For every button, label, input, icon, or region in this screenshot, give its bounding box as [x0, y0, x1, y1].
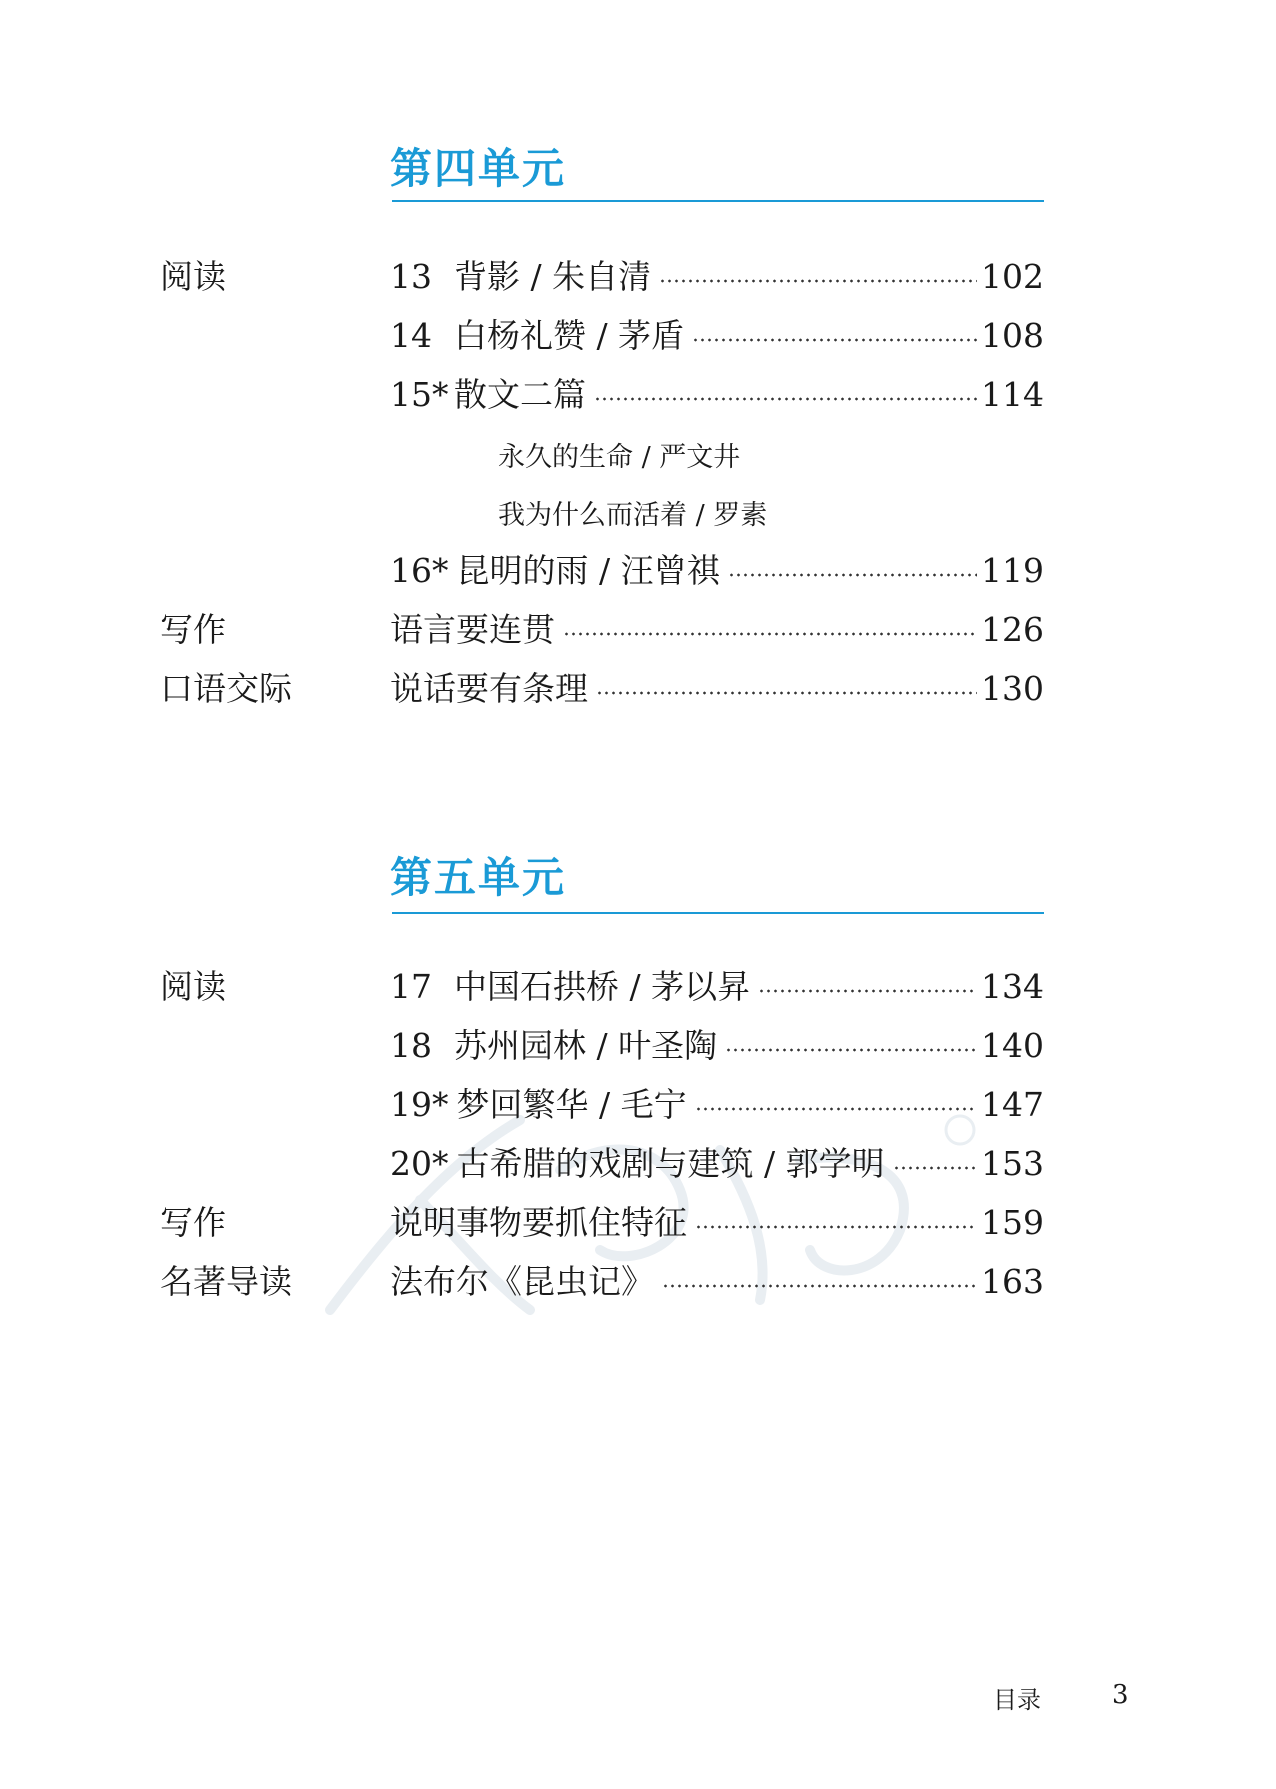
lesson-title: 梦回繁华 / 毛宁 [456, 1085, 687, 1124]
footer-page-number: 3 [1112, 1680, 1129, 1710]
unit-divider [392, 912, 1044, 914]
page-number: 119 [981, 551, 1044, 590]
page-number: 102 [981, 257, 1044, 296]
lesson-title: 苏州园林 / 叶圣陶 [454, 1026, 718, 1065]
toc-row[interactable] [0, 254, 1276, 300]
unit-title: 第四单元 [390, 144, 567, 193]
lesson-title: 说明事物要抓住特征 [390, 1203, 687, 1242]
toc-row[interactable] [0, 607, 1276, 653]
page-number: 130 [981, 669, 1044, 708]
toc-row[interactable] [0, 964, 1276, 1010]
toc-subitem[interactable]: 我为什么而活着 / 罗素 [498, 500, 768, 531]
page-number: 134 [981, 967, 1044, 1006]
page-number: 163 [981, 1262, 1044, 1301]
toc-category: 写作 [160, 1203, 226, 1242]
toc-category: 名著导读 [160, 1262, 292, 1301]
page-number: 153 [981, 1144, 1044, 1183]
toc-row[interactable] [0, 1082, 1276, 1128]
toc-row[interactable] [0, 548, 1276, 594]
lesson-title: 散文二篇 [454, 375, 586, 414]
lesson-number: 19* [390, 1085, 449, 1124]
unit-title: 第五单元 [390, 853, 567, 902]
dot-leader [893, 1164, 977, 1172]
dot-leader [659, 277, 977, 285]
toc-category: 阅读 [160, 967, 226, 1006]
dot-leader [758, 987, 977, 995]
lesson-number: 20* [390, 1144, 449, 1183]
page-number: 147 [981, 1085, 1044, 1124]
page-number: 114 [981, 375, 1044, 414]
unit-divider [392, 200, 1044, 202]
toc-category: 阅读 [160, 257, 226, 296]
lesson-number: 13 [390, 257, 432, 296]
lesson-title: 昆明的雨 / 汪曾祺 [456, 551, 720, 590]
lesson-number: 18 [390, 1026, 432, 1065]
lesson-number: 14 [390, 316, 432, 355]
page-number: 126 [981, 610, 1044, 649]
toc-row[interactable] [0, 1259, 1276, 1305]
dot-leader [728, 571, 977, 579]
page-number: 108 [981, 316, 1044, 355]
lesson-title: 中国石拱桥 / 茅以昇 [454, 967, 751, 1006]
toc-category: 口语交际 [160, 669, 292, 708]
toc-row[interactable] [0, 372, 1276, 418]
dot-leader [695, 1223, 977, 1231]
lesson-title: 说话要有条理 [390, 669, 588, 708]
dot-leader [662, 1282, 977, 1290]
toc-row[interactable] [0, 1141, 1276, 1187]
toc-row[interactable] [0, 666, 1276, 712]
toc-row[interactable] [0, 1200, 1276, 1246]
page-number: 140 [981, 1026, 1044, 1065]
dot-leader [725, 1046, 977, 1054]
dot-leader [594, 395, 977, 403]
lesson-title: 白杨礼赞 / 茅盾 [454, 316, 685, 355]
footer-section-label: 目录 [993, 1686, 1041, 1714]
dot-leader [563, 630, 977, 638]
lesson-title: 法布尔《昆虫记》 [390, 1262, 654, 1301]
lesson-title: 语言要连贯 [390, 610, 555, 649]
dot-leader [695, 1105, 977, 1113]
lesson-number: 16* [390, 551, 449, 590]
toc-row[interactable] [0, 313, 1276, 359]
toc-row[interactable] [0, 1023, 1276, 1069]
lesson-title: 古希腊的戏剧与建筑 / 郭学明 [456, 1144, 885, 1183]
lesson-title: 背影 / 朱自清 [454, 257, 652, 296]
dot-leader [692, 336, 977, 344]
lesson-number: 15* [390, 375, 449, 414]
toc-category: 写作 [160, 610, 226, 649]
lesson-number: 17 [390, 967, 432, 1006]
page-number: 159 [981, 1203, 1044, 1242]
dot-leader [596, 689, 977, 697]
toc-subitem[interactable]: 永久的生命 / 严文井 [498, 442, 741, 473]
